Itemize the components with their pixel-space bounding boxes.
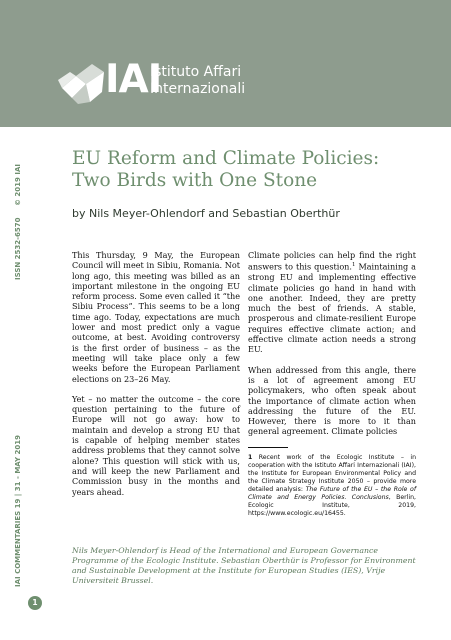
paragraph-text: Maintaining a strong EU and implementing effective climate policies go hand in hand with one another. Indeed, they are pretty much the best of friends. A stable, prosperous and climate-resilient Europe requires effective climate action; and effective climate action needs a strong EU. (248, 261, 416, 355)
footnote-tail[interactable]: , Berlin, Ecologic Institute, 2019, https://www.ecologic.eu/16455. (248, 493, 416, 517)
institute-name (150, 64, 245, 98)
side-margin-svg (13, 162, 23, 602)
logo-letters: IAI (105, 57, 162, 102)
footnote-ref[interactable]: 1 (351, 262, 356, 269)
footnote-divider (248, 447, 288, 448)
footnote (248, 454, 416, 518)
footnote-text: Recent work of the Ecologic Institute – in cooperation with the Istituto Affari Internazionali (IAI), the Institute for European Environmental Policy and the Climate Strategy Institute 2050 – provide more detailed analysis: (248, 453, 416, 493)
paragraph-text: Climate policies can help find the right answers to this question. (248, 250, 416, 272)
footnote-cited-title: The Future of the EU – the Role of Climate and Energy Policies. Conclusions (248, 485, 416, 501)
iai-logo-icon (56, 58, 108, 106)
title-line1: EU Reform and Climate Policies: (72, 148, 380, 169)
institute-name-line1: Istituto Affari (150, 64, 242, 80)
side-series: IAI COMMENTARIES 19 | 31 - MAY 2019 (14, 434, 22, 587)
paragraph (248, 250, 416, 355)
title-line2: Two Birds with One Stone (72, 170, 318, 191)
footnote-number: 1 (248, 453, 253, 461)
side-margin-text (13, 162, 23, 602)
paragraph: When addressed from this angle, there is a lot of agreement among EU policymakers, who often speak about the importance of climate action when addressing the future of the EU. However, there is more to it than general agreement. Climate policies (248, 364, 416, 437)
paragraph: This Thursday, 9 May, the European Council will meet in Sibiu, Romania. Not long ago, this meeting was billed as an important milestone in the ongoing EU reform process. Some even called it “the Sibiu Process”. This seems to be a long time ago. Today, expectations are much lower and most predict only a vague outcome, at best. Avoiding controversy is the first order of business – as the meeting will take place only a few weeks before the European Parliament elections on 23–26 May. (72, 250, 240, 384)
article-title (72, 148, 412, 192)
page-number: 1 (28, 596, 42, 610)
byline: by Nils Meyer-Ohlendorf and Sebastian Oberthür (72, 207, 340, 220)
institute-name-line2: Internazionali (150, 81, 246, 97)
right-column (248, 250, 416, 518)
left-column (72, 250, 240, 507)
header-band (0, 0, 451, 127)
paragraph: Yet – no matter the outcome – the core question pertaining to the future of Europe will not go away: how to maintain and develop a strong EU that is capable of helping member states address problems that they cannot solve alone? This question will stick with us, and will keep the new Parliament and Commission busy in the months and years ahead. (72, 393, 240, 497)
author-bio: Nils Meyer-Ohlendorf is Head of the International and European Governance Programme of the Ecologic Institute. Sebastian Oberthür is Professor for Environment and Sustainable Development at the Institute for European Studies (IES), Vrije Universiteit Brussel. (72, 546, 416, 585)
side-issn: ISSN 2532-6570 (14, 217, 22, 280)
side-copyright: © 2019 IAI (14, 164, 22, 206)
